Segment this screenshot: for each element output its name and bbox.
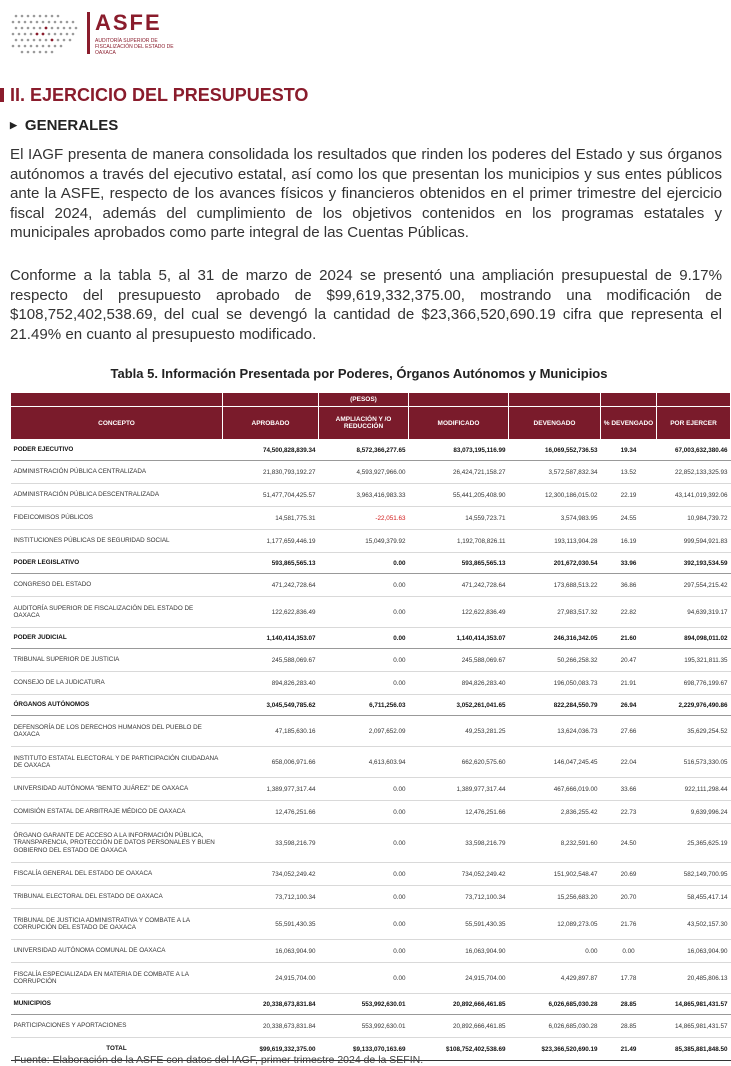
table-row xyxy=(11,716,731,747)
cell-pct-devengado: 36.86 xyxy=(601,574,657,597)
cell-por-ejercer: 22,852,133,325.93 xyxy=(657,461,731,484)
table-group-row xyxy=(11,440,731,461)
cell-aprobado: 122,622,836.49 xyxy=(223,597,319,628)
cell-por-ejercer: 516,573,330.05 xyxy=(657,747,731,778)
cell-devengado: 6,026,685,030.28 xyxy=(509,994,601,1015)
page-header xyxy=(0,0,718,72)
cell-devengado: 2,836,255.42 xyxy=(509,801,601,824)
cell-modificado: 49,253,281.25 xyxy=(409,716,509,747)
cell-por-ejercer: 25,365,625.19 xyxy=(657,824,731,863)
cell-ampliacion: 4,593,927,966.00 xyxy=(319,461,409,484)
cell-pct-devengado: 13.52 xyxy=(601,461,657,484)
header-spacer xyxy=(509,393,601,407)
cell-pct-devengado: 17.78 xyxy=(601,963,657,994)
cell-concepto: ADMINISTRACIÓN PÚBLICA CENTRALIZADA xyxy=(11,461,223,484)
table-row xyxy=(11,940,731,963)
cell-pct-devengado: 22.73 xyxy=(601,801,657,824)
cell-modificado: 83,073,195,116.99 xyxy=(409,440,509,461)
total-label: TOTAL xyxy=(11,1038,223,1061)
cell-modificado: 245,588,069.67 xyxy=(409,649,509,672)
cell-pct-devengado: 22.82 xyxy=(601,597,657,628)
header-spacer xyxy=(657,393,731,407)
table-row xyxy=(11,863,731,886)
logo-name: ASFE xyxy=(95,10,162,35)
budget-table-wrapper xyxy=(10,392,728,1061)
cell-devengado: 15,256,683.20 xyxy=(509,886,601,909)
header-spacer xyxy=(601,393,657,407)
cell-pct-devengado: 26.94 xyxy=(601,695,657,716)
cell-pct-devengado: 28.85 xyxy=(601,994,657,1015)
cell-por-ejercer: 43,141,019,392.06 xyxy=(657,484,731,507)
cell-devengado: 3,574,983.95 xyxy=(509,507,601,530)
table-group-row xyxy=(11,994,731,1015)
cell-modificado: 16,063,904.90 xyxy=(409,940,509,963)
cell-devengado: 196,050,083.73 xyxy=(509,672,601,695)
cell-modificado: 894,826,283.40 xyxy=(409,672,509,695)
cell-devengado: 193,113,904.28 xyxy=(509,530,601,553)
cell-por-ejercer: 58,455,417.14 xyxy=(657,886,731,909)
cell-por-ejercer: 392,193,534.59 xyxy=(657,553,731,574)
cell-aprobado: 245,588,069.67 xyxy=(223,649,319,672)
table-row xyxy=(11,1015,731,1038)
cell-aprobado: 658,006,971.66 xyxy=(223,747,319,778)
cell-devengado: 146,047,245.45 xyxy=(509,747,601,778)
cell-aprobado: 1,389,977,317.44 xyxy=(223,778,319,801)
cell-por-ejercer: 922,111,298.44 xyxy=(657,778,731,801)
cell-aprobado: 24,915,704.00 xyxy=(223,963,319,994)
table-source-note: Fuente: Elaboración de la ASFE con datos del IAGF, primer trimestre 2024 de la SEFIN. xyxy=(14,1054,424,1066)
cell-ampliacion: 0.00 xyxy=(319,963,409,994)
table-row xyxy=(11,649,731,672)
cell-concepto: TRIBUNAL DE JUSTICIA ADMINISTRATIVA Y COMBATE A LA CORRUPCIÓN DEL ESTADO DE OAXACA xyxy=(11,909,223,940)
table-group-row xyxy=(11,628,731,649)
cell-aprobado: 14,581,775.31 xyxy=(223,507,319,530)
table-row xyxy=(11,824,731,863)
cell-ampliacion: 0.00 xyxy=(319,649,409,672)
cell-devengado: 246,316,342.05 xyxy=(509,628,601,649)
cell-por-ejercer: 297,554,215.42 xyxy=(657,574,731,597)
cell-concepto: MUNICIPIOS xyxy=(11,994,223,1015)
cell-pct-devengado: 21.76 xyxy=(601,909,657,940)
total-devengado: $23,366,520,690.19 xyxy=(509,1038,601,1061)
table-row xyxy=(11,909,731,940)
header-concepto: CONCEPTO xyxy=(11,407,223,440)
cell-concepto: PODER EJECUTIVO xyxy=(11,440,223,461)
total-aprobado: $99,619,332,375.00 xyxy=(223,1038,319,1061)
cell-aprobado: 55,591,430.35 xyxy=(223,909,319,940)
total-por-ejercer: 85,385,881,848.50 xyxy=(657,1038,731,1061)
cell-modificado: 3,052,261,041.65 xyxy=(409,695,509,716)
section-title: II. EJERCICIO DEL PRESUPUESTO xyxy=(10,84,309,105)
table-row xyxy=(11,507,731,530)
cell-devengado: 4,429,897.87 xyxy=(509,963,601,994)
cell-modificado: 471,242,728.64 xyxy=(409,574,509,597)
cell-por-ejercer: 195,321,811.35 xyxy=(657,649,731,672)
cell-devengado: 16,069,552,736.53 xyxy=(509,440,601,461)
cell-pct-devengado: 20.47 xyxy=(601,649,657,672)
total-modificado: $108,752,402,538.69 xyxy=(409,1038,509,1061)
cell-devengado: 12,089,273.05 xyxy=(509,909,601,940)
cell-concepto: ÓRGANO GARANTE DE ACCESO A LA INFORMACIÓN PÚBLICA, TRANSPARENCIA, PROTECCIÓN DE DATOS PERSONALES Y BUEN GOBIERNO DEL ESTADO DE OAXACA xyxy=(11,824,223,863)
cell-por-ejercer: 67,003,632,380.46 xyxy=(657,440,731,461)
cell-ampliacion: 2,097,652.09 xyxy=(319,716,409,747)
cell-aprobado: 74,500,828,839.34 xyxy=(223,440,319,461)
cell-concepto: CONSEJO DE LA JUDICATURA xyxy=(11,672,223,695)
table-row xyxy=(11,484,731,507)
logo-divider xyxy=(87,12,90,54)
cell-aprobado: 47,185,630.16 xyxy=(223,716,319,747)
table-row xyxy=(11,530,731,553)
cell-pct-devengado: 20.70 xyxy=(601,886,657,909)
section-heading xyxy=(0,83,308,107)
cell-aprobado: 471,242,728.64 xyxy=(223,574,319,597)
table-body xyxy=(11,440,731,1038)
table-row xyxy=(11,801,731,824)
header-spacer xyxy=(11,393,223,407)
header-pct-devengado: % DEVENGADO xyxy=(601,407,657,440)
cell-ampliacion: -22,051.63 xyxy=(319,507,409,530)
cell-por-ejercer: 16,063,904.90 xyxy=(657,940,731,963)
cell-devengado: 467,666,019.00 xyxy=(509,778,601,801)
cell-por-ejercer: 698,776,199.67 xyxy=(657,672,731,695)
logo-subtitle: AUDITORÍA SUPERIOR DE FISCALIZACIÓN DEL ESTADO DE OAXACA xyxy=(95,38,174,56)
cell-ampliacion: 0.00 xyxy=(319,909,409,940)
cell-concepto: DEFENSORÍA DE LOS DERECHOS HUMANOS DEL PUEBLO DE OAXACA xyxy=(11,716,223,747)
cell-devengado: 201,672,030.54 xyxy=(509,553,601,574)
cell-devengado: 13,624,036.73 xyxy=(509,716,601,747)
cell-pct-devengado: 33.96 xyxy=(601,553,657,574)
cell-modificado: 20,892,666,461.85 xyxy=(409,1015,509,1038)
cell-pct-devengado: 21.60 xyxy=(601,628,657,649)
header-aprobado: APROBADO xyxy=(223,407,319,440)
cell-aprobado: 1,177,659,446.19 xyxy=(223,530,319,553)
cell-ampliacion: 0.00 xyxy=(319,778,409,801)
table-row xyxy=(11,963,731,994)
cell-concepto: AUDITORÍA SUPERIOR DE FISCALIZACIÓN DEL ESTADO DE OAXACA xyxy=(11,597,223,628)
cell-pct-devengado: 0.00 xyxy=(601,940,657,963)
cell-por-ejercer: 10,984,739.72 xyxy=(657,507,731,530)
cell-modificado: 55,591,430.35 xyxy=(409,909,509,940)
cell-modificado: 1,389,977,317.44 xyxy=(409,778,509,801)
cell-pct-devengado: 20.69 xyxy=(601,863,657,886)
cell-concepto: FIDEICOMISOS PÚBLICOS xyxy=(11,507,223,530)
cell-por-ejercer: 2,229,976,490.86 xyxy=(657,695,731,716)
cell-concepto: TRIBUNAL ELECTORAL DEL ESTADO DE OAXACA xyxy=(11,886,223,909)
cell-ampliacion: 0.00 xyxy=(319,824,409,863)
cell-por-ejercer: 35,629,254.52 xyxy=(657,716,731,747)
cell-aprobado: 33,598,216.79 xyxy=(223,824,319,863)
cell-devengado: 8,232,591.60 xyxy=(509,824,601,863)
cell-modificado: 14,559,723.71 xyxy=(409,507,509,530)
cell-ampliacion: 0.00 xyxy=(319,597,409,628)
cell-aprobado: 51,477,704,425.57 xyxy=(223,484,319,507)
cell-ampliacion: 0.00 xyxy=(319,574,409,597)
cell-pct-devengado: 24.50 xyxy=(601,824,657,863)
cell-concepto: TRIBUNAL SUPERIOR DE JUSTICIA xyxy=(11,649,223,672)
header-ampliacion: AMPLIACIÓN Y /O REDUCCIÓN xyxy=(319,407,409,440)
cell-concepto: INSTITUCIONES PÚBLICAS DE SEGURIDAD SOCIAL xyxy=(11,530,223,553)
cell-modificado: 1,140,414,353.07 xyxy=(409,628,509,649)
header-spacer xyxy=(223,393,319,407)
cell-concepto: UNIVERSIDAD AUTÓNOMA "BENITO JUÁREZ" DE OAXACA xyxy=(11,778,223,801)
cell-modificado: 734,052,249.42 xyxy=(409,863,509,886)
cell-aprobado: 20,338,673,831.84 xyxy=(223,1015,319,1038)
cell-pct-devengado: 24.55 xyxy=(601,507,657,530)
cell-ampliacion: 4,613,603.94 xyxy=(319,747,409,778)
cell-devengado: 173,688,513.22 xyxy=(509,574,601,597)
cell-aprobado: 20,338,673,831.84 xyxy=(223,994,319,1015)
cell-concepto: INSTITUTO ESTATAL ELECTORAL Y DE PARTICIPACIÓN CIUDADANA DE OAXACA xyxy=(11,747,223,778)
cell-modificado: 593,865,565.13 xyxy=(409,553,509,574)
cell-modificado: 73,712,100.34 xyxy=(409,886,509,909)
cell-pct-devengado: 19.34 xyxy=(601,440,657,461)
cell-modificado: 55,441,205,408.90 xyxy=(409,484,509,507)
cell-aprobado: 21,830,793,192.27 xyxy=(223,461,319,484)
cell-aprobado: 1,140,414,353.07 xyxy=(223,628,319,649)
cell-por-ejercer: 94,639,319.17 xyxy=(657,597,731,628)
cell-concepto: PODER LEGISLATIVO xyxy=(11,553,223,574)
table-row xyxy=(11,778,731,801)
cell-ampliacion: 3,963,416,983.33 xyxy=(319,484,409,507)
cell-devengado: 151,902,548.47 xyxy=(509,863,601,886)
cell-aprobado: 734,052,249.42 xyxy=(223,863,319,886)
cell-aprobado: 894,826,283.40 xyxy=(223,672,319,695)
cell-ampliacion: 8,572,366,277.65 xyxy=(319,440,409,461)
table-row xyxy=(11,461,731,484)
cell-ampliacion: 0.00 xyxy=(319,801,409,824)
cell-pct-devengado: 21.91 xyxy=(601,672,657,695)
logo-dots-icon xyxy=(10,10,82,58)
cell-concepto: COMISIÓN ESTATAL DE ARBITRAJE MÉDICO DE OAXACA xyxy=(11,801,223,824)
subsection-heading xyxy=(10,117,118,134)
cell-ampliacion: 553,992,630.01 xyxy=(319,1015,409,1038)
cell-devengado: 6,026,685,030.28 xyxy=(509,1015,601,1038)
table-row xyxy=(11,886,731,909)
cell-pct-devengado: 27.66 xyxy=(601,716,657,747)
cell-por-ejercer: 14,865,981,431.57 xyxy=(657,994,731,1015)
table-row xyxy=(11,747,731,778)
cell-pct-devengado: 16.19 xyxy=(601,530,657,553)
cell-ampliacion: 553,992,630.01 xyxy=(319,994,409,1015)
cell-aprobado: 593,865,565.13 xyxy=(223,553,319,574)
header-spacer xyxy=(409,393,509,407)
cell-devengado: 27,983,517.32 xyxy=(509,597,601,628)
cell-concepto: PODER JUDICIAL xyxy=(11,628,223,649)
cell-modificado: 122,622,836.49 xyxy=(409,597,509,628)
cell-concepto: UNIVERSIDAD AUTÓNOMA COMUNAL DE OAXACA xyxy=(11,940,223,963)
triangle-right-icon: ▶ xyxy=(10,120,17,130)
cell-ampliacion: 0.00 xyxy=(319,940,409,963)
cell-aprobado: 3,045,549,785.62 xyxy=(223,695,319,716)
table-group-row xyxy=(11,553,731,574)
total-pct: 21.49 xyxy=(601,1038,657,1061)
subsection-title: GENERALES xyxy=(24,117,119,134)
cell-por-ejercer: 14,865,981,431.57 xyxy=(657,1015,731,1038)
header-units: (PESOS) xyxy=(319,393,409,407)
header-modificado: MODIFICADO xyxy=(409,407,509,440)
cell-concepto: FISCALÍA ESPECIALIZADA EN MATERIA DE COMBATE A LA CORRUPCIÓN xyxy=(11,963,223,994)
total-ampliacion: $9,133,070,163.69 xyxy=(319,1038,409,1061)
cell-concepto: ÓRGANOS AUTÓNOMOS xyxy=(11,695,223,716)
cell-devengado: 12,300,186,015.02 xyxy=(509,484,601,507)
cell-devengado: 3,572,587,832.34 xyxy=(509,461,601,484)
cell-ampliacion: 0.00 xyxy=(319,886,409,909)
cell-devengado: 822,284,550.79 xyxy=(509,695,601,716)
header-por-ejercer: POR EJERCER xyxy=(657,407,731,440)
table-caption: Tabla 5. Información Presentada por Poderes, Órganos Autónomos y Municipios xyxy=(110,366,608,381)
cell-ampliacion: 6,711,256.03 xyxy=(319,695,409,716)
paragraph-2: Conforme a la tabla 5, al 31 de marzo de 2024 se presentó una ampliación presupuestal de 9.17% respecto del presupuesto aprobado de $99,619,332,375.00, mostrando una modificación de $108,752,402,538.69, del cual se devengó la cantidad de $23,366,520,690.19 cifra que representa el 21.49% en cuanto al presupuesto modificado. xyxy=(10,267,722,343)
table-row xyxy=(11,597,731,628)
cell-aprobado: 73,712,100.34 xyxy=(223,886,319,909)
cell-pct-devengado: 22.04 xyxy=(601,747,657,778)
cell-modificado: 662,620,575.60 xyxy=(409,747,509,778)
cell-ampliacion: 0.00 xyxy=(319,628,409,649)
paragraph-1: El IAGF presenta de manera consolidada los resultados que rinden los poderes del Estado y sus órganos autónomos a través del ejecutivo estatal, así como los que presentan los municipios y sus entes públicos ante la ASFE, respecto de los avances físicos y financieros obtenidos en el primer trimestre del ejercicio fiscal 2024, además del cumplimiento de los objetivos contenidos en los programas estatales y municipales aprobados como parte integral de las Cuentas Públicas. xyxy=(10,146,722,241)
cell-modificado: 12,476,251.66 xyxy=(409,801,509,824)
cell-por-ejercer: 20,485,806.13 xyxy=(657,963,731,994)
cell-concepto: PARTICIPACIONES Y APORTACIONES xyxy=(11,1015,223,1038)
header-devengado: DEVENGADO xyxy=(509,407,601,440)
table-row xyxy=(11,672,731,695)
cell-por-ejercer: 582,149,700.95 xyxy=(657,863,731,886)
cell-concepto: ADMINISTRACIÓN PÚBLICA DESCENTRALIZADA xyxy=(11,484,223,507)
cell-pct-devengado: 28.85 xyxy=(601,1015,657,1038)
cell-por-ejercer: 9,639,996.24 xyxy=(657,801,731,824)
cell-aprobado: 16,063,904.90 xyxy=(223,940,319,963)
cell-devengado: 0.00 xyxy=(509,940,601,963)
table-row xyxy=(11,574,731,597)
cell-ampliacion: 15,049,379.92 xyxy=(319,530,409,553)
table-group-row xyxy=(11,695,731,716)
cell-ampliacion: 0.00 xyxy=(319,863,409,886)
cell-ampliacion: 0.00 xyxy=(319,672,409,695)
cell-ampliacion: 0.00 xyxy=(319,553,409,574)
cell-modificado: 1,192,708,826.11 xyxy=(409,530,509,553)
cell-modificado: 26,424,721,158.27 xyxy=(409,461,509,484)
cell-por-ejercer: 43,502,157.30 xyxy=(657,909,731,940)
cell-modificado: 33,598,216.79 xyxy=(409,824,509,863)
cell-pct-devengado: 22.19 xyxy=(601,484,657,507)
cell-por-ejercer: 999,594,921.83 xyxy=(657,530,731,553)
cell-concepto: FISCALÍA GENERAL DEL ESTADO DE OAXACA xyxy=(11,863,223,886)
cell-modificado: 24,915,704.00 xyxy=(409,963,509,994)
cell-devengado: 50,266,258.32 xyxy=(509,649,601,672)
section-bullet-icon xyxy=(0,88,4,102)
cell-por-ejercer: 894,098,011.02 xyxy=(657,628,731,649)
cell-aprobado: 12,476,251.66 xyxy=(223,801,319,824)
budget-table xyxy=(10,392,731,1061)
cell-concepto: CONGRESO DEL ESTADO xyxy=(11,574,223,597)
cell-modificado: 20,892,666,461.85 xyxy=(409,994,509,1015)
cell-pct-devengado: 33.66 xyxy=(601,778,657,801)
